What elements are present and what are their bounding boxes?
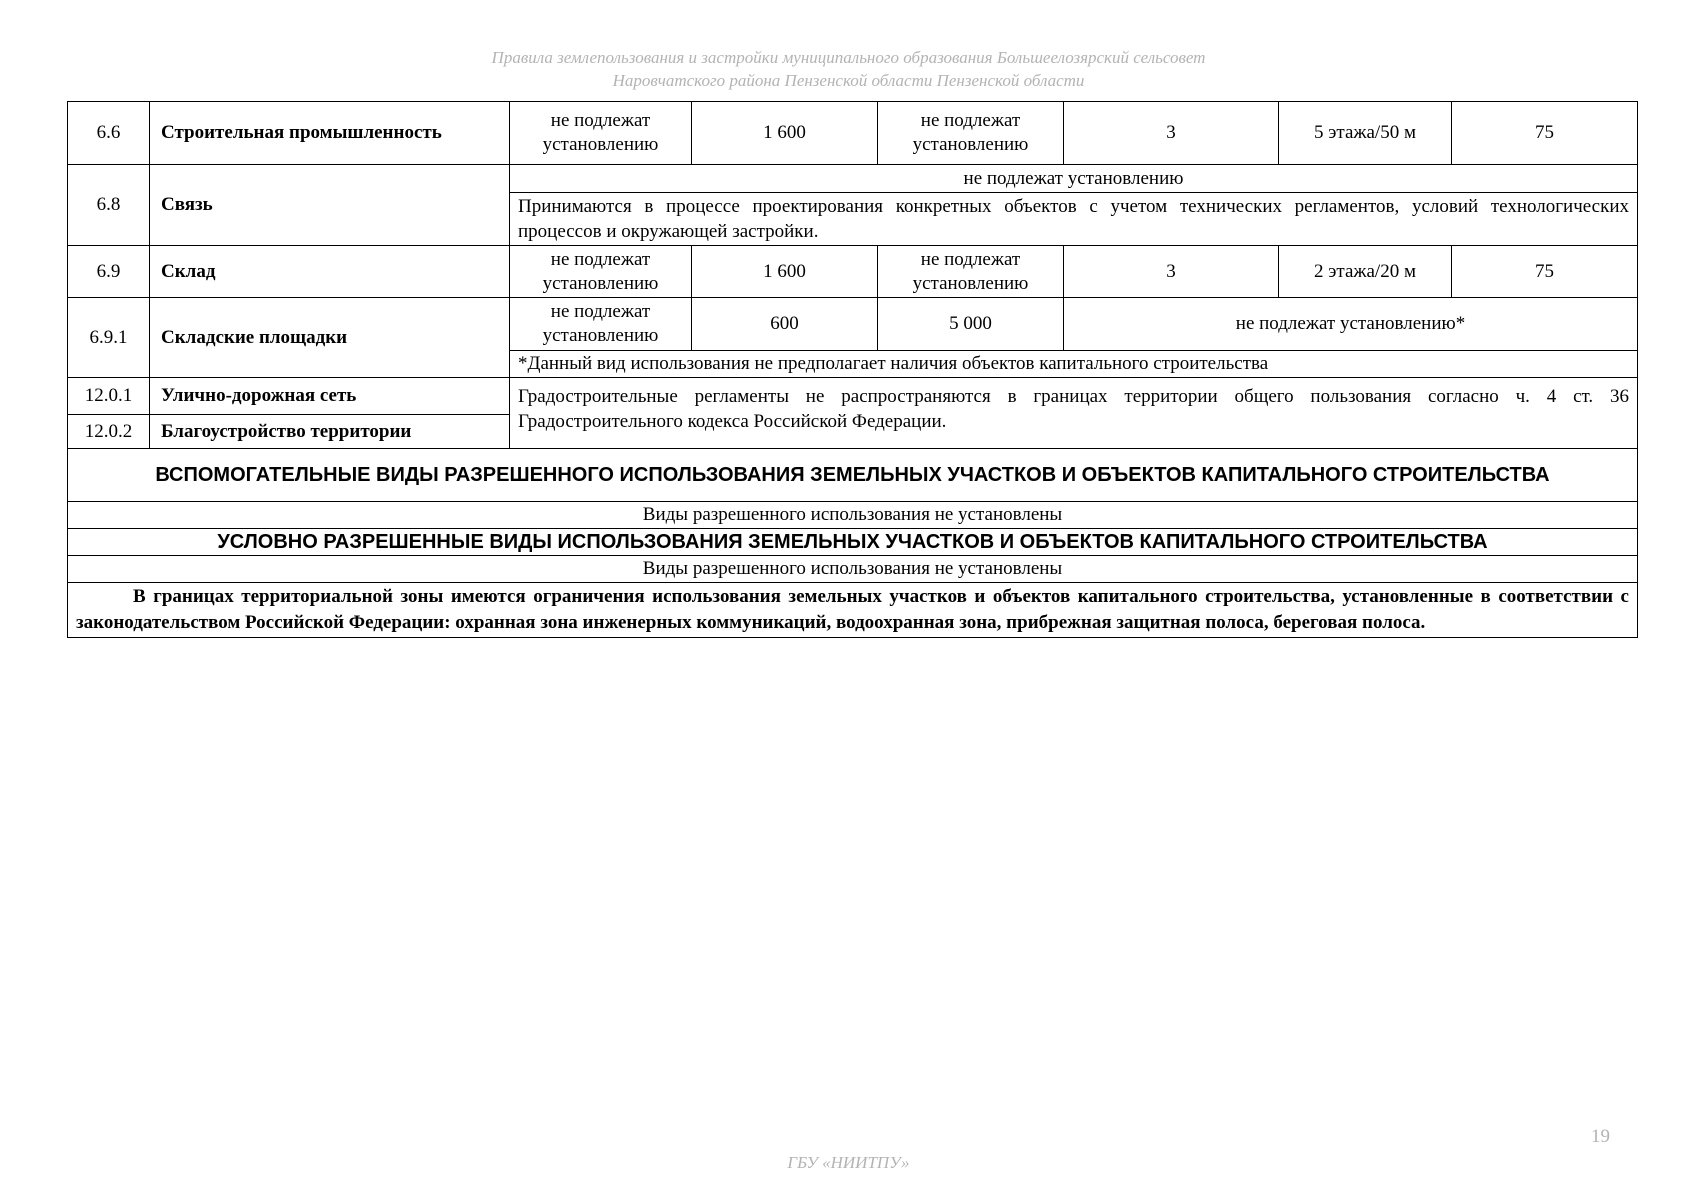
header-line-1: Правила землепользования и застройки муниципального образования Большеелозярский сельсовет xyxy=(491,48,1206,67)
table-row xyxy=(68,378,1638,415)
cell-value: не подлежат установлению xyxy=(510,298,692,351)
running-footer: ГБУ «НИИТПУ» xyxy=(787,1153,910,1172)
cell-value: не подлежат установлению* xyxy=(1064,298,1638,351)
cell-value: 3 xyxy=(1064,102,1279,165)
running-header xyxy=(0,46,1697,92)
row-code: 6.9 xyxy=(68,246,150,298)
cell-value: 5 этажа/50 м xyxy=(1279,102,1452,165)
row-name: Связь xyxy=(150,165,510,246)
row-code: 6.8 xyxy=(68,165,150,246)
section-header-row xyxy=(68,529,1638,556)
cell-value: 75 xyxy=(1452,246,1638,298)
conditional-section-title: УСЛОВНО РАЗРЕШЕННЫЕ ВИДЫ ИСПОЛЬЗОВАНИЯ ЗЕМЕЛЬНЫХ УЧАСТКОВ И ОБЪЕКТОВ КАПИТАЛЬНОГО СТРОИТЕЛЬСТВА xyxy=(68,529,1638,556)
cell-value: 1 600 xyxy=(692,102,878,165)
row-name: Благоустройство территории xyxy=(150,415,510,449)
cell-value: не подлежат установлению xyxy=(510,102,692,165)
cell-value: 3 xyxy=(1064,246,1279,298)
cell-value: 2 этажа/20 м xyxy=(1279,246,1452,298)
row-code: 6.9.1 xyxy=(68,298,150,378)
cell-value: 75 xyxy=(1452,102,1638,165)
row-name: Улично-дорожная сеть xyxy=(150,378,510,415)
cell-value: не подлежат установлению xyxy=(510,246,692,298)
table-row xyxy=(68,502,1638,529)
page-number: 19 xyxy=(1591,1126,1610,1147)
row-name: Склад xyxy=(150,246,510,298)
row-name: Складские площадки xyxy=(150,298,510,378)
table-row xyxy=(68,583,1638,638)
row-code: 12.0.2 xyxy=(68,415,150,449)
auxiliary-section-text: Виды разрешенного использования не установлены xyxy=(68,502,1638,529)
cell-value: 1 600 xyxy=(692,246,878,298)
row-name: Строительная промышленность xyxy=(150,102,510,165)
public-use-note: Градостроительные регламенты не распространяются в границах территории общего пользования согласно ч. 4 ст. 36 Градостроительного кодекса Российской Федерации. xyxy=(510,378,1638,449)
cell-value: не подлежат установлению xyxy=(878,246,1064,298)
cell-value: 600 xyxy=(692,298,878,351)
table-row xyxy=(68,102,1638,165)
conditional-section-text: Виды разрешенного использования не установлены xyxy=(68,556,1638,583)
cell-value: 5 000 xyxy=(878,298,1064,351)
row-footnote: *Данный вид использования не предполагает наличия объектов капитального строительства xyxy=(510,351,1638,378)
header-line-2: Наровчатского района Пензенской области Пензенской области xyxy=(612,71,1085,90)
cell-value: не подлежат установлению xyxy=(510,165,1638,193)
auxiliary-section-title: ВСПОМОГАТЕЛЬНЫЕ ВИДЫ РАЗРЕШЕННОГО ИСПОЛЬЗОВАНИЯ ЗЕМЕЛЬНЫХ УЧАСТКОВ И ОБЪЕКТОВ КАПИТАЛЬНОГО СТРОИТЕЛЬСТВА xyxy=(68,449,1638,502)
zoning-regulations-table xyxy=(67,101,1638,638)
cell-value: не подлежат установлению xyxy=(878,102,1064,165)
row-note: Принимаются в процессе проектирования конкретных объектов с учетом технических регламентов, условий технологических процессов и окружающей застройки. xyxy=(510,193,1638,246)
table-row xyxy=(68,246,1638,298)
table-row xyxy=(68,556,1638,583)
row-code: 12.0.1 xyxy=(68,378,150,415)
row-code: 6.6 xyxy=(68,102,150,165)
table-row xyxy=(68,165,1638,193)
table-row xyxy=(68,298,1638,351)
restrictions-paragraph: В границах территориальной зоны имеются ограничения использования земельных участков и объектов капитального строительства, установленные в соответствии с законодательством Российской Федерации: охранная зона инженерных коммуникаций, водоохранная зона, прибрежная защитная полоса, береговая полоса. xyxy=(68,583,1638,638)
section-header-row xyxy=(68,449,1638,502)
